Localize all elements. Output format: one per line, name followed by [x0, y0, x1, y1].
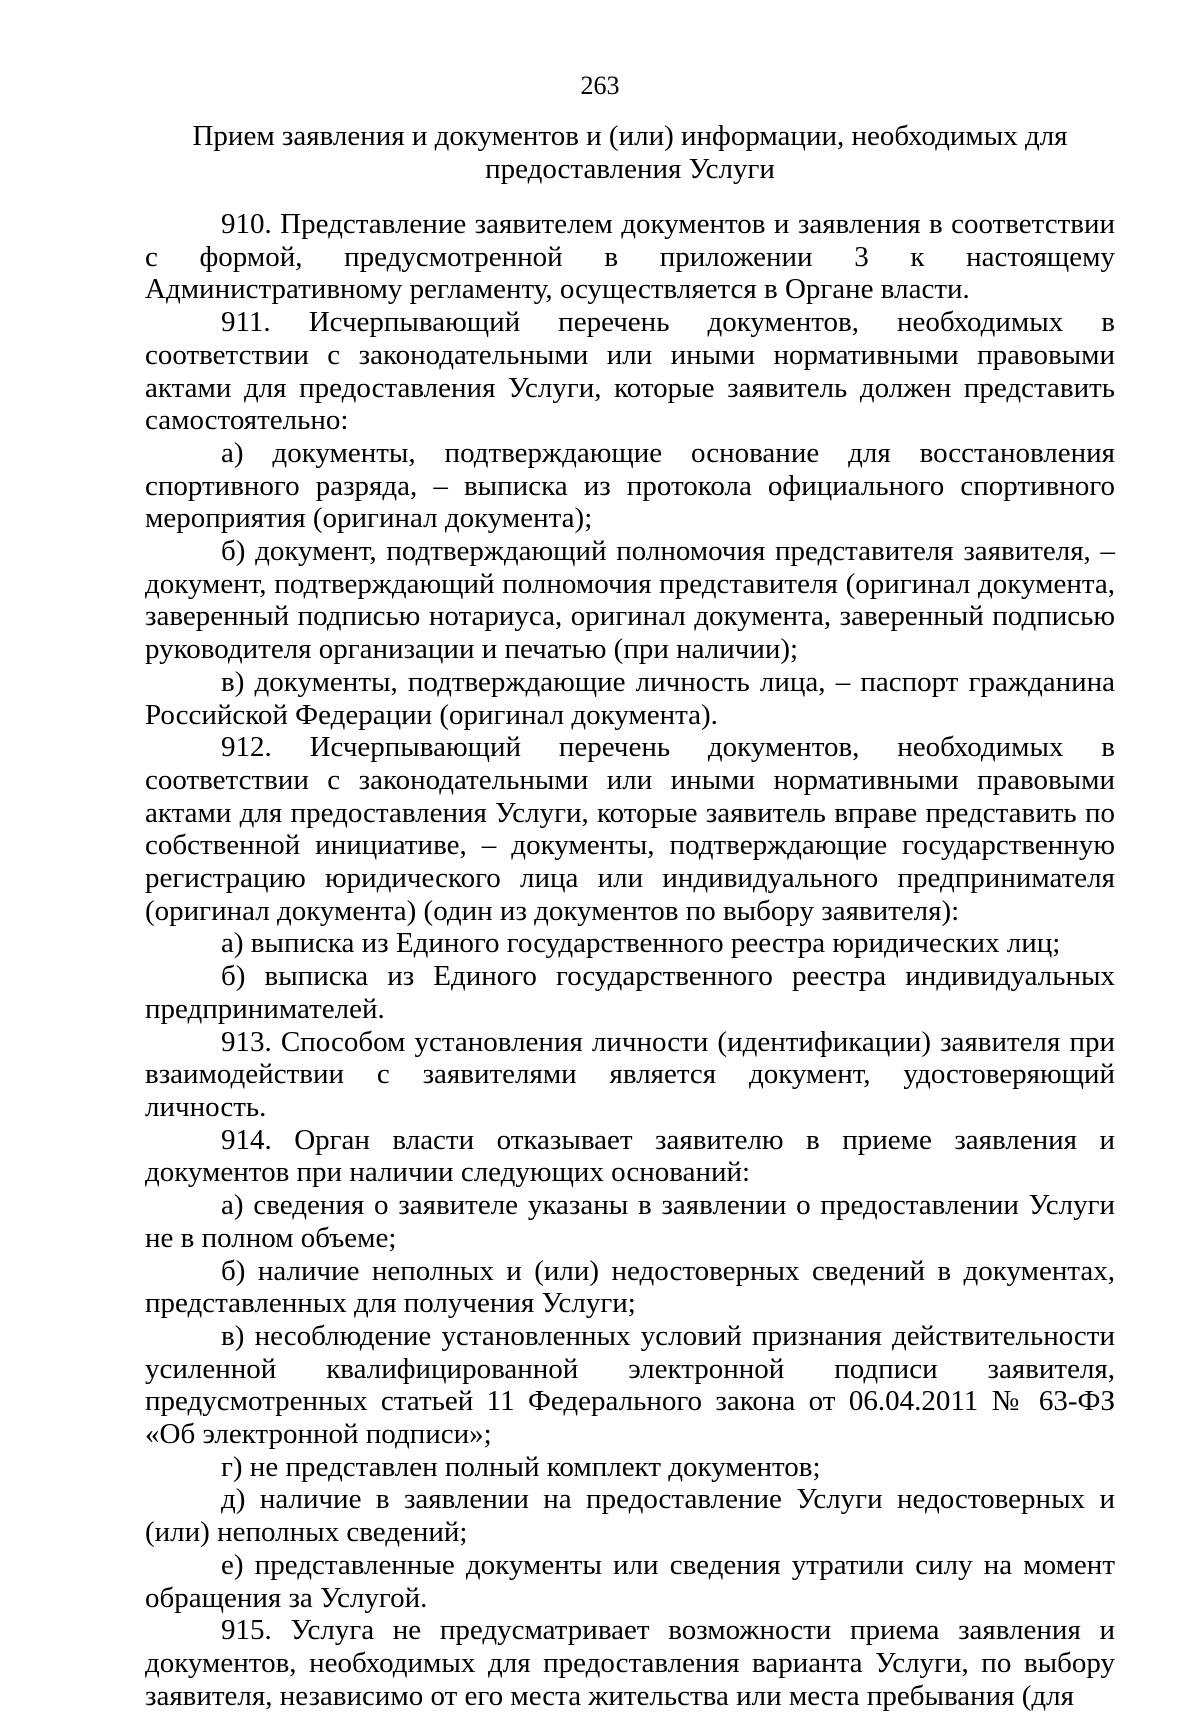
paragraph-913: 913. Способом установления личности (идентификации) заявителя при взаимодействии с заявителями является документ, удостоверяющий личность. — [145, 1025, 1115, 1123]
list-item-914-d: д) наличие в заявлении на предоставление Услуги недостоверных и (или) неполных сведений; — [145, 1483, 1115, 1549]
section-title: Прием заявления и документов и (или) информации, необходимых для предоставления Услуги — [192, 120, 1068, 185]
page-number: 263 — [580, 71, 620, 100]
list-item-914-v: в) несоблюдение установленных условий признания действительности усиленной квалифицированной электронной подписи заявителя, предусмотренных статьей 11 Федерального закона от 06.04.2011 № 63-ФЗ «Об электронной подписи»; — [145, 1319, 1115, 1451]
list-item-912-a: а) выписка из Единого государственного реестра юридических лиц; — [221, 927, 1061, 960]
list-item-911-b: б) документ, подтверждающий полномочия представителя заявителя, – документ, подтверждающий полномочия представителя (оригинал документа, заверенный подписью нотариуса, оригинал документа, заверенный подписью руководителя организации и печатью (при наличии); — [145, 535, 1115, 666]
paragraph-910: 910. Представление заявителем документов и заявления в соответствии с формой, предусмотренной в приложении 3 к настоящему Административному регламенту, осуществляется в Органе власти. — [145, 208, 1115, 306]
paragraph-915: 915. Услуга не предусматривает возможности приема заявления и документов, необходимых для предоставления варианта Услуги, по выбору заявителя, независимо от его места жительства или места пребывания (для — [145, 1614, 1115, 1712]
list-item-911-v: в) документы, подтверждающие личность лица, – паспорт гражданина Российской Федерации (оригинал документа). — [145, 665, 1115, 731]
paragraph-911: 911. Исчерпывающий перечень документов, необходимых в соответствии с законодательными или иными нормативными правовыми актами для предоставления Услуги, которые заявитель должен представить самостоятельно: — [145, 306, 1115, 437]
body-text — [145, 208, 1115, 1712]
list-item-912-b: б) выписка из Единого государственного реестра индивидуальных предпринимателей. — [145, 960, 1115, 1025]
list-item-914-e: е) представленные документы или сведения утратили силу на момент обращения за Услугой. — [145, 1548, 1115, 1614]
paragraph-914: 914. Орган власти отказывает заявителю в приеме заявления и документов при наличии следующих оснований: — [145, 1123, 1115, 1189]
paragraph-912: 912. Исчерпывающий перечень документов, необходимых в соответствии с законодательными или иными нормативными правовыми актами для предоставления Услуги, которые заявитель вправе представить по собственной инициативе, – документы, подтверждающие государственную регистрацию юридического лица или индивидуального предпринимателя (оригинал документа) (один из документов по выбору заявителя): — [145, 731, 1115, 927]
list-item-914-g: г) не представлен полный комплект документов; — [221, 1450, 821, 1483]
list-item-911-a: а) документы, подтверждающие основание для восстановления спортивного разряда, – выписка из протокола официального спортивного мероприятия (оригинал документа); — [145, 436, 1115, 535]
list-item-914-b: б) наличие неполных и (или) недостоверных сведений в документах, представленных для получения Услуги; — [145, 1254, 1115, 1320]
list-item-914-a: а) сведения о заявителе указаны в заявлении о предоставлении Услуги не в полном объеме; — [145, 1189, 1115, 1254]
